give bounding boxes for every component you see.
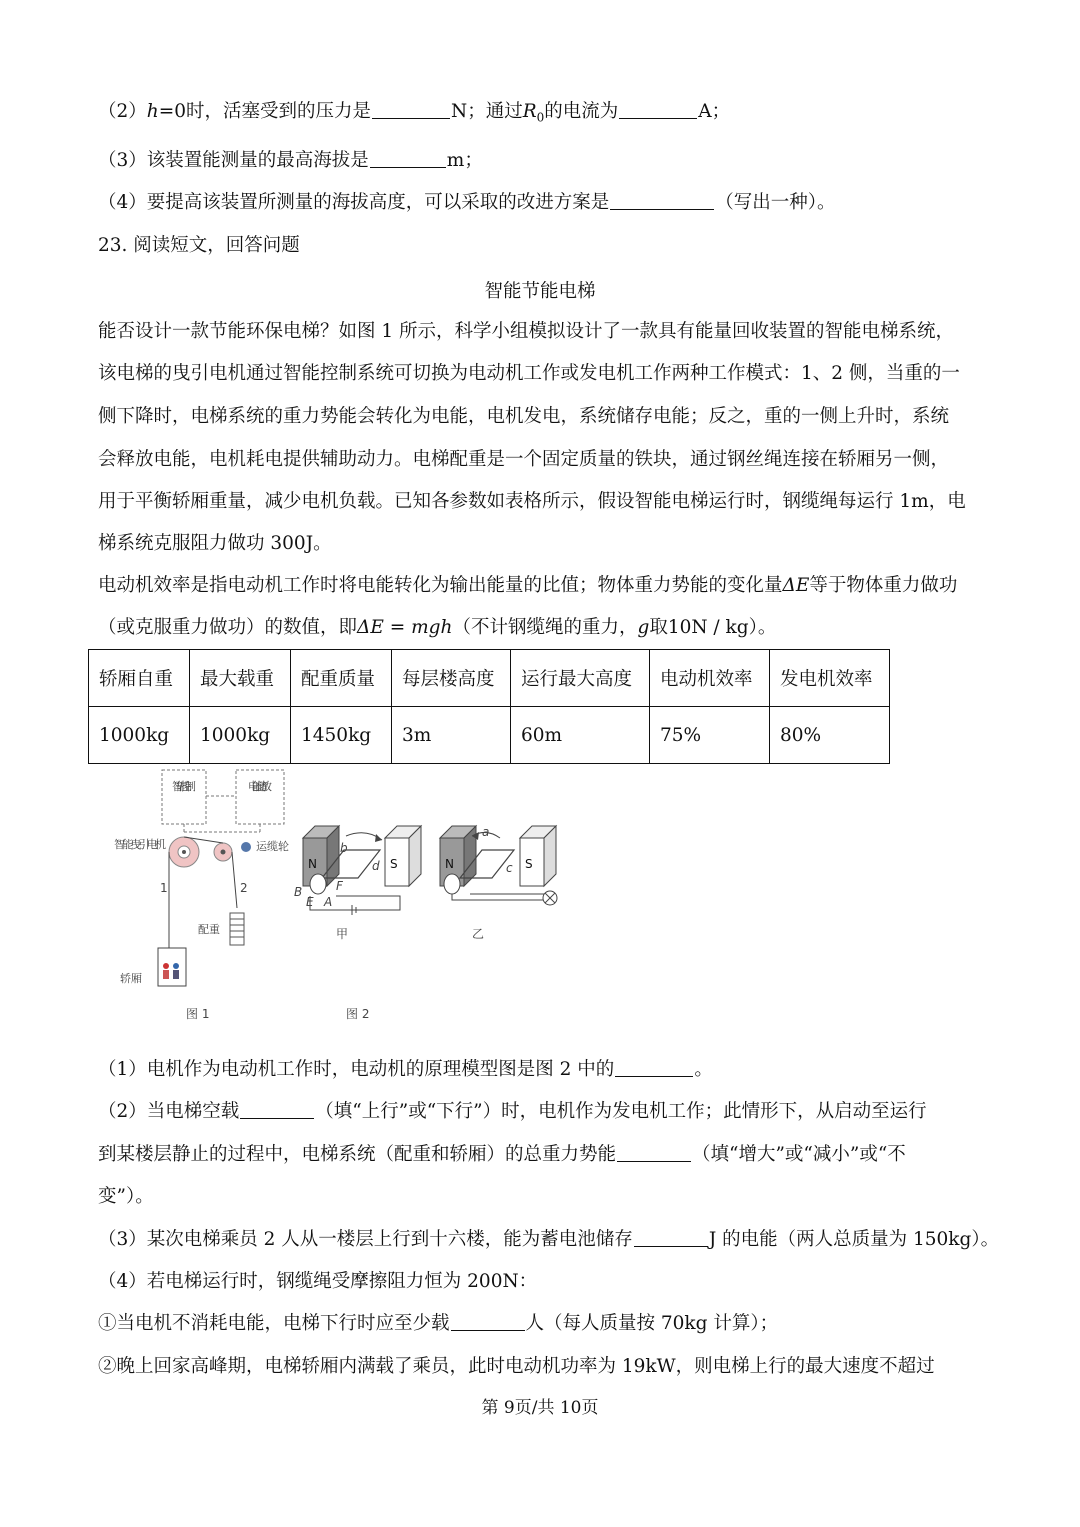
answer-blank[interactable] [240, 1100, 314, 1119]
table-cell: 发电机效率 [770, 650, 890, 707]
answer-blank[interactable] [370, 149, 446, 168]
table-cell: 75% [650, 707, 770, 764]
page-footer: 第 9页/共 10页 [481, 1398, 599, 1418]
table-cell: 配重质量 [291, 650, 392, 707]
h-variable: h [146, 101, 159, 122]
q23-sub2-line1: （2）当电梯空载 （填“上行”或“下行”）时，电机作为发电机工作；此情形下，从启动至运行 [98, 1101, 927, 1122]
svg-text:N: N [445, 857, 454, 871]
q23-sub2-line2: 到某楼层静止的过程中，电梯系统（配重和轿厢）的总重力势能 （填“增大”或“减小”或“不 [98, 1144, 906, 1165]
answer-blank[interactable] [615, 1058, 693, 1077]
jia-label: 甲 [336, 927, 349, 941]
table-cell: 60m [511, 707, 650, 764]
svg-text:a: a [482, 825, 490, 839]
table-cell: 每层楼高度 [392, 650, 511, 707]
answer-blank[interactable] [617, 1143, 691, 1162]
svg-text:b: b [340, 841, 348, 855]
q23-sub4-1: ①当电机不消耗电能，电梯下行时应至少载 人（每人质量按 70kg 计算）； [98, 1313, 779, 1334]
table-cell: 3m [392, 707, 511, 764]
svg-text:A: A [324, 895, 333, 909]
svg-text:E: E [306, 895, 314, 909]
r0-variable: R [522, 101, 537, 122]
figure-2-caption: 图 2 [346, 1007, 370, 1021]
answer-blank[interactable] [372, 100, 450, 119]
motor-label: 智能曳引电机 [114, 838, 166, 851]
svg-text:B: B [294, 885, 303, 899]
svg-text:S: S [390, 857, 398, 871]
svg-text:S: S [525, 857, 533, 871]
figure-2-jia [294, 826, 421, 941]
para1-line: 侧下降时，电梯系统的重力势能会转化为电能，电机发电，系统储存电能；反之，重的一侧上升时，系统 [98, 406, 950, 427]
para1-line: 该电梯的曳引电机通过智能控制系统可切换为电动机工作或发电机工作两种工作模式：1、2 侧，当重的一 [98, 363, 960, 384]
svg-text:F: F [336, 879, 343, 893]
svg-text:2: 2 [240, 881, 248, 895]
q23-sub1: （1）电机作为电动机工作时，电动机的原理模型图是图 2 中的 。 [98, 1059, 713, 1080]
para1-line: 能否设计一款节能环保电梯？如图 1 所示，科学小组模拟设计了一款具有能量回收装置的智能电梯系统， [98, 321, 955, 342]
table-cell: 电动机效率 [650, 650, 770, 707]
cabin-label: 轿厢 [120, 972, 142, 985]
para2-line1: 电动机效率是指电动机工作时将电能转化为输出能量的比值；物体重力势能的变化量ΔE等于物体重力做功 [98, 575, 958, 596]
para1-line: 梯系统克服阻力做功 300J。 [98, 533, 332, 554]
q23-sub2-line3: 变”）。 [98, 1186, 154, 1207]
table-cell: 最大载重 [190, 650, 291, 707]
svg-text:d: d [372, 859, 380, 873]
parameter-table [88, 649, 890, 764]
q23-sub4-2: ②晚上回家高峰期，电梯轿厢内满载了乘员，此时电动机功率为 19kW，则电梯上行的最大速度不超过 [98, 1356, 935, 1377]
answer-blank[interactable] [634, 1228, 708, 1247]
smart-control-label: 智能控制 [172, 780, 196, 793]
table-header-row [89, 650, 890, 707]
figure-1-caption: 图 1 [186, 1007, 210, 1021]
counterweight-label: 配重 [198, 923, 220, 936]
formula: ΔE = mgh [357, 617, 453, 638]
q23-sub3: （3）某次电梯乘员 2 人从一楼层上行到十六楼，能为蓄电池储存 J 的电能（两人总质量为 150kg）。 [98, 1229, 1000, 1250]
q23-heading: 23. 阅读短文，回答问题 [98, 235, 300, 256]
yi-label: 乙 [472, 927, 485, 941]
pulley-label: 运缆轮 [256, 840, 289, 853]
q22-part4: （4）要提高该装置所测量的海拔高度，可以采取的改进方案是 （写出一种）。 [98, 192, 836, 213]
para1-line: 用于平衡轿厢重量，减少电机负载。已知各参数如表格所示，假设智能电梯运行时，钢缆绳每运行 1m，电 [98, 491, 966, 512]
answer-blank[interactable] [619, 100, 697, 119]
svg-text:N: N [308, 857, 317, 871]
svg-text:c: c [506, 861, 513, 875]
figure-1 [114, 770, 289, 1021]
q22-part2: （2）h=0时，活塞受到的压力是 N；通过$R_0$的电流为 A； [98, 101, 731, 125]
svg-text:1: 1 [160, 881, 168, 895]
answer-blank[interactable] [451, 1312, 525, 1331]
q22-part3: （3）该装置能测量的最高海拔是 m； [98, 150, 483, 171]
figure-2-yi [440, 825, 557, 941]
table-cell: 轿厢自重 [89, 650, 190, 707]
para2-line2: （或克服重力做功）的数值，即ΔE = mgh（不计钢缆绳的重力，g取10N / kg）。 [98, 617, 777, 638]
answer-blank[interactable] [610, 191, 714, 210]
q23-sub4: （4）若电梯运行时，钢缆绳受摩擦阻力恒为 200N： [98, 1271, 538, 1292]
table-cell: 1000kg [190, 707, 291, 764]
table-cell: 1450kg [291, 707, 392, 764]
table-cell: 80% [770, 707, 890, 764]
elevator-figure [100, 768, 580, 1030]
table-cell: 运行最大高度 [511, 650, 650, 707]
article-title: 智能节能电梯 [484, 281, 596, 302]
table-cell: 1000kg [89, 707, 190, 764]
table-row [89, 707, 890, 764]
para1-line: 会释放电能，电机耗电提供辅助动力。电梯配重是一个固定质量的铁块，通过钢丝绳连接在轿厢另一侧， [98, 449, 950, 470]
energy-storage-label: 电能储放 [248, 780, 272, 793]
